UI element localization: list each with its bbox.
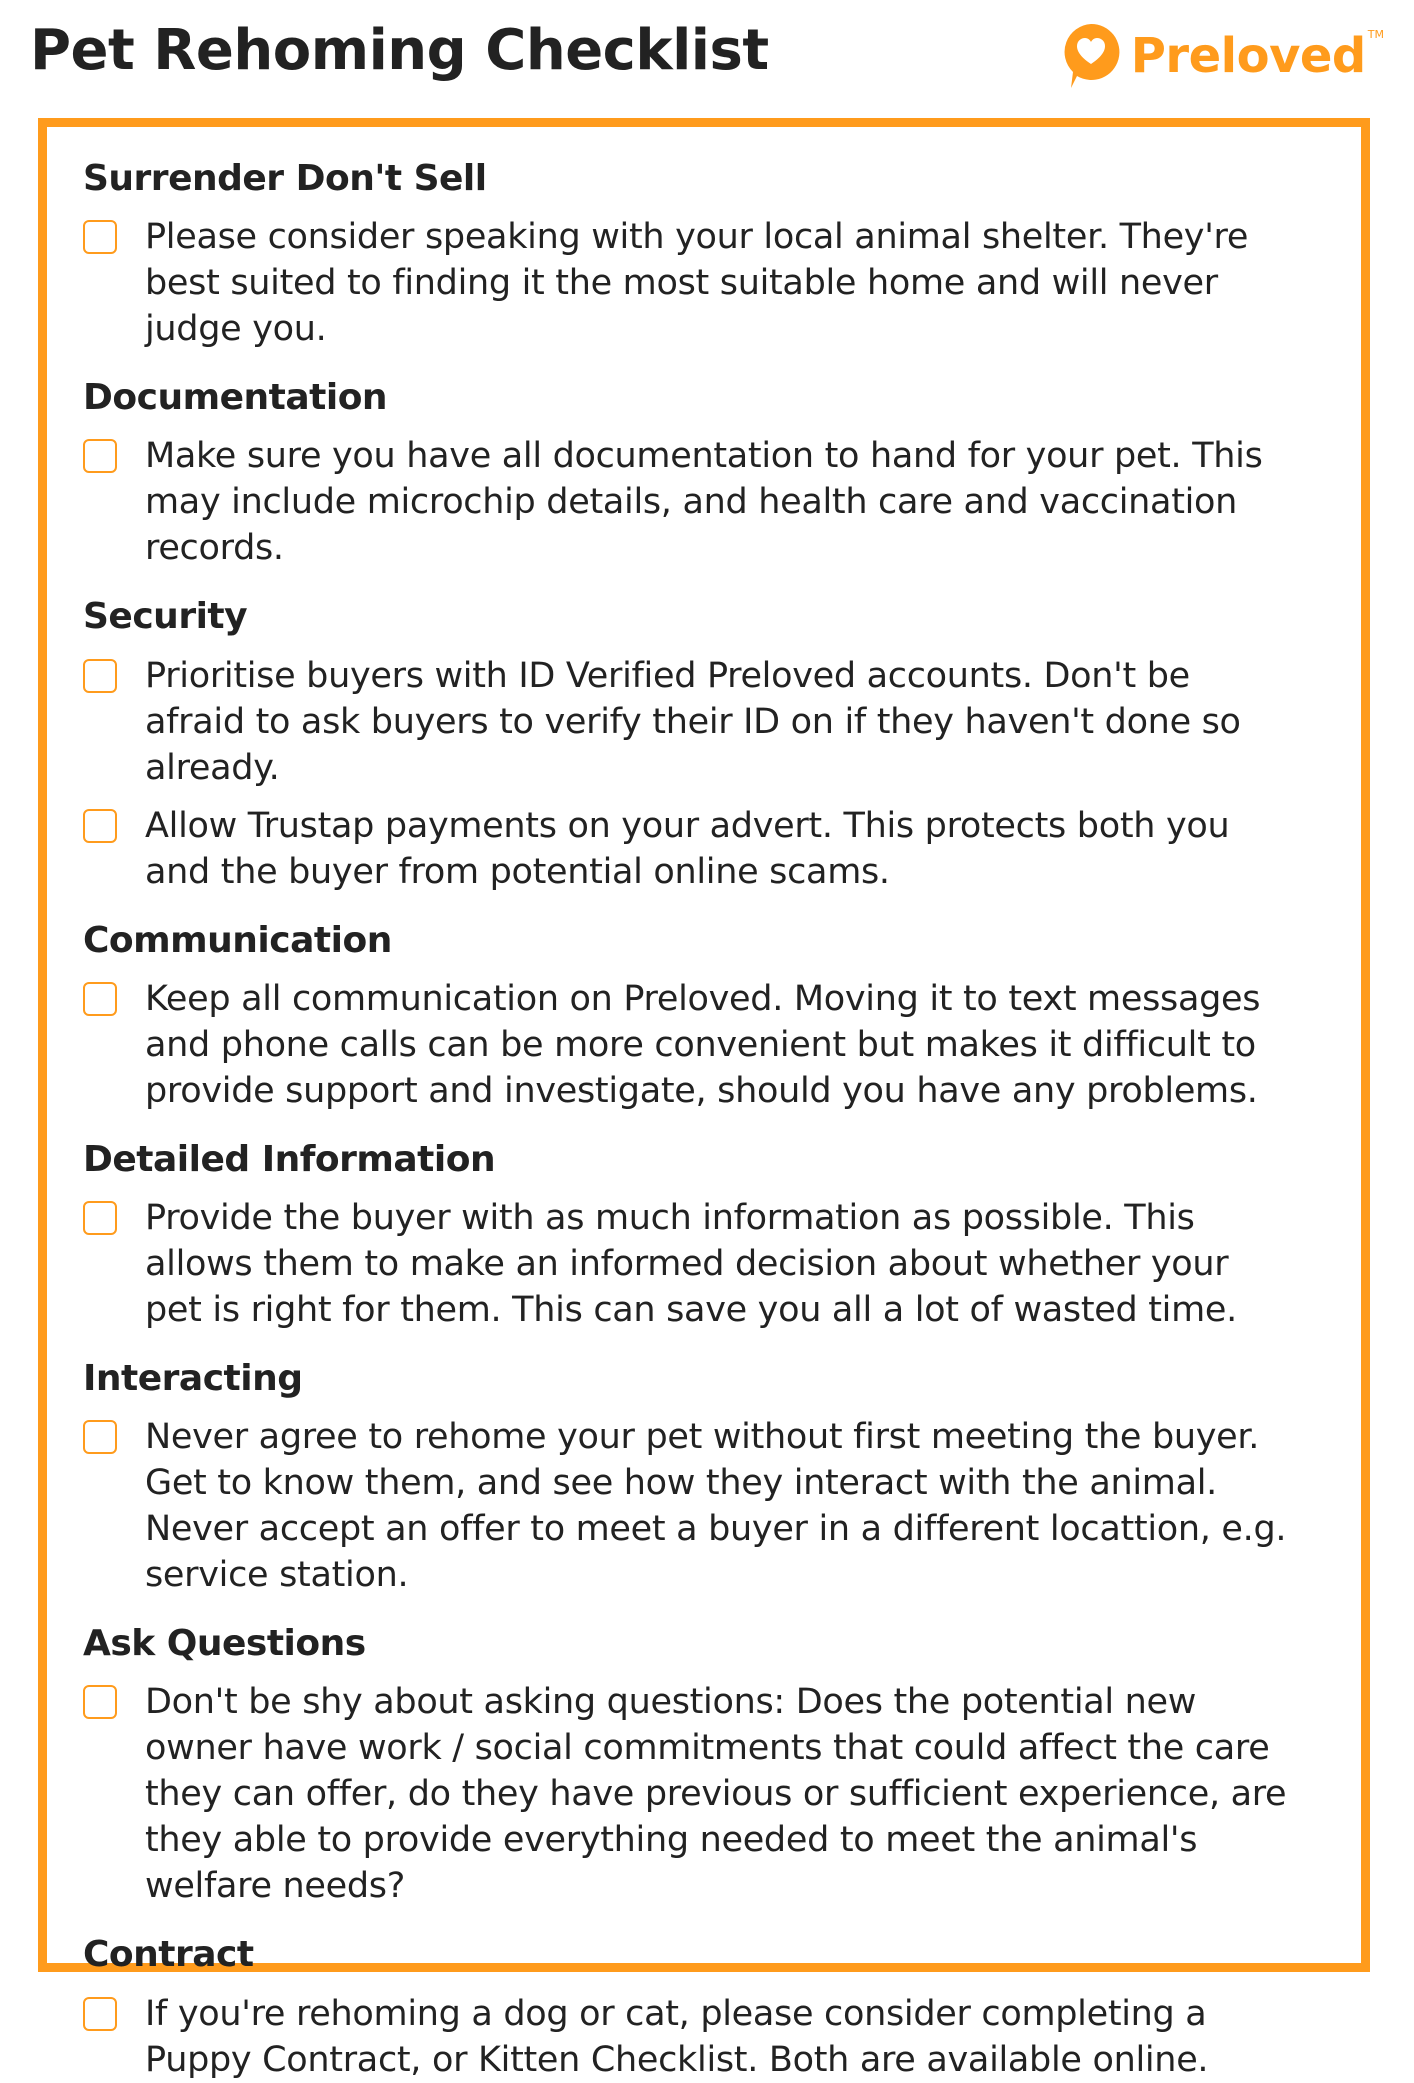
brand-name: Preloved (1130, 28, 1366, 84)
section-heading: Interacting (83, 1357, 303, 1399)
item-text: Allow Trustap payments on your advert. This protects both you and the buyer from potential online scams. (145, 805, 1230, 892)
checkbox[interactable] (83, 1201, 117, 1235)
section-heading: Detailed Information (83, 1138, 496, 1180)
brand-trademark: TM (1367, 28, 1384, 41)
section-heading: Communication (83, 919, 392, 961)
checklist-item (83, 1414, 1325, 1598)
checklist-item (83, 653, 1325, 791)
section-communication (83, 919, 1325, 1114)
checklist-item (83, 1679, 1325, 1909)
checklist-item (83, 803, 1325, 895)
item-text: Keep all communication on Preloved. Moving it to text messages and phone calls can be more convenient but makes it difficult to provide support and investigate, should you have any problems. (145, 978, 1261, 1111)
item-text: Never agree to rehome your pet without first meeting the buyer. Get to know them, and see how they interact with the animal. Never accept an offer to meet a buyer in a different locattion, e.g. service station. (145, 1417, 1287, 1596)
section-interacting (83, 1357, 1325, 1598)
section-security (83, 595, 1325, 894)
checkbox[interactable] (83, 982, 117, 1016)
section-heading: Ask Questions (83, 1623, 366, 1665)
item-text: Provide the buyer with as much information as possible. This allows them to make an informed decision about whether your pet is right for them. This can save you all a lot of wasted time. (145, 1197, 1237, 1330)
section-documentation (83, 376, 1325, 571)
checkbox[interactable] (83, 1997, 117, 2031)
checkbox[interactable] (83, 439, 117, 473)
checklist-item (83, 433, 1325, 571)
section-contract (83, 1933, 1325, 2082)
checkbox[interactable] (83, 1420, 117, 1454)
checklist-frame (38, 118, 1370, 2080)
checkbox[interactable] (83, 220, 117, 254)
brand-logo (1061, 22, 1384, 90)
heart-speech-bubble-icon (1061, 22, 1121, 90)
item-text: Prioritise buyers with ID Verified Preloved accounts. Don't be afraid to ask buyers to verify their ID on if they haven't done so already. (145, 655, 1241, 788)
item-text: If you're rehoming a dog or cat, please consider completing a Puppy Contract, or Kitten Checklist. Both are available online. (145, 1993, 1209, 2080)
checkbox[interactable] (83, 809, 117, 843)
section-detailed-information (83, 1138, 1325, 1333)
section-heading: Surrender Don't Sell (83, 158, 487, 199)
item-text: Don't be shy about asking questions: Does the potential new owner have work / social commitments that could affect the care they can offer, do they have previous or sufficient experience, are they able to provide everything needed to meet the animal's welfare needs? (145, 1682, 1287, 1907)
checklist-item (83, 1991, 1325, 2083)
checklist-item (83, 214, 1325, 352)
section-ask-questions (83, 1622, 1325, 1909)
section-heading: Contract (83, 1934, 254, 1976)
section-heading: Documentation (83, 377, 388, 419)
checkbox[interactable] (83, 659, 117, 693)
section-surrender (83, 157, 1325, 352)
item-text: Make sure you have all documentation to hand for your pet. This may include microchip details, and health care and vaccination records. (145, 436, 1263, 569)
page-title: Pet Rehoming Checklist (30, 18, 769, 83)
checklist-item (83, 1195, 1325, 1333)
checklist-item (83, 976, 1325, 1114)
checkbox[interactable] (83, 1685, 117, 1719)
section-heading: Security (83, 596, 248, 638)
item-text: Please consider speaking with your local animal shelter. They're best suited to finding it the most suitable home and will never judge you. (145, 217, 1249, 350)
